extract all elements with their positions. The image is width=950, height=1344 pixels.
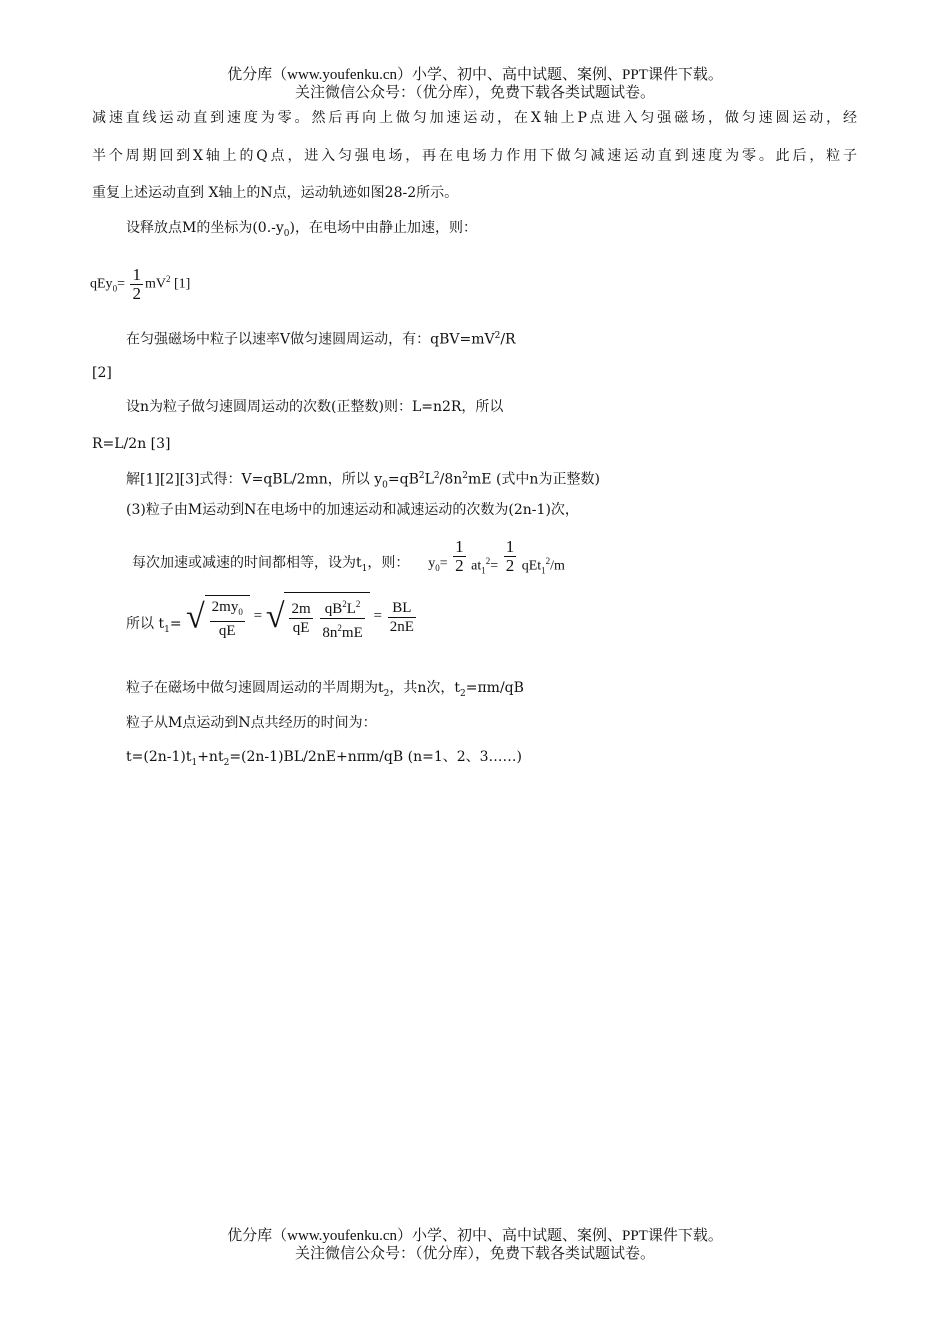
- eq1-lhs: qEy: [90, 276, 113, 292]
- p8-text-a: 所以 t: [126, 615, 165, 632]
- paragraph-4: 设n为粒子做匀速圆周运动的次数(正整数)则：L=n2R，所以: [126, 399, 504, 415]
- p7-eq2: =: [490, 558, 499, 574]
- p7-sup2: 2: [545, 556, 551, 566]
- paragraph-10: 粒子从M点运动到N点共经历的时间为：: [126, 715, 377, 731]
- p2-text-b: )，在电场中由静止加速，则：: [289, 220, 477, 236]
- p2-text-a: 设释放点M的坐标为(0.-y: [126, 220, 284, 236]
- p7-sub: 1: [361, 563, 368, 574]
- p9-text-a: 粒子在磁场中做匀速圆周运动的半周期为t: [126, 680, 384, 696]
- p5-sub: 0: [382, 480, 388, 491]
- p8-sub: 1: [164, 624, 170, 635]
- p9-sub2: 2: [460, 688, 466, 699]
- page-header: [0, 66, 950, 102]
- p9-text-c: =πm/qB: [465, 680, 524, 696]
- p3-text-a: 在匀强磁场中粒子以速率V做匀速圆周运动，有：qBV=mV: [126, 331, 495, 348]
- paragraph-1-line-3: 重复上述运动直到 X轴上的N点，运动轨迹如图28-2所示。: [92, 185, 459, 201]
- p7-half-fraction-2: [504, 538, 517, 575]
- p5-text-d: /8n: [439, 471, 463, 488]
- eq1-half-den: 2: [132, 284, 141, 303]
- p7-qEt: qEt: [521, 558, 542, 574]
- f4-den: 2nE: [389, 618, 414, 635]
- paragraph-8: [126, 592, 418, 642]
- equation-1: [90, 266, 190, 303]
- p7-half2-den: 2: [505, 556, 515, 576]
- eq-sign-1: =: [253, 608, 263, 625]
- p7-sub2: 0: [435, 562, 440, 573]
- p7-half1-num: 1: [455, 537, 464, 557]
- p7-at: at: [471, 558, 482, 574]
- p11-sub1: 1: [191, 757, 198, 768]
- p3-sup: 2: [494, 331, 501, 341]
- p5-text-c: L: [424, 471, 434, 488]
- f3-num-a: qB: [324, 601, 343, 617]
- p7-sub4: 1: [541, 565, 546, 576]
- f3-num-sup2: 2: [355, 599, 361, 609]
- f4-num: BL: [388, 599, 416, 618]
- footer-line-1: 优分库（www.youfenku.cn）小学、初中、高中试题、案例、PPT课件下载。: [227, 1228, 723, 1244]
- p11-sub2: 2: [223, 757, 230, 768]
- paragraph-9: [126, 678, 524, 704]
- eq-sign-2: =: [373, 608, 382, 625]
- p7-sub3: 1: [481, 565, 486, 576]
- p11-text-c: =(2n-1)BL/2nE+nπm/qB (n=1、2、3……): [229, 749, 523, 765]
- p7-sup: 2: [485, 556, 491, 566]
- paragraph-1-line-1: 减速直线运动直到速度为零。然后再向上做匀加速运动，在X轴上P点进入匀强磁场，做匀速圆运动，经: [92, 110, 857, 126]
- t1-expression: [186, 598, 418, 641]
- eq1-tag: [1]: [170, 276, 191, 292]
- f3-den-b: mE: [341, 625, 363, 641]
- frac-2m-qE: [289, 600, 312, 637]
- p5-sup1: 2: [418, 471, 425, 481]
- p11-text-b: +nt: [197, 749, 224, 765]
- p9-sub: 2: [383, 688, 390, 699]
- equation-3: R=L/2n [3]: [92, 436, 171, 452]
- paragraph-3: [126, 326, 516, 350]
- p7-text-b: ，则：: [367, 554, 410, 571]
- p7-half-fraction-1: [453, 538, 466, 575]
- equation-tag-2: [2]: [92, 365, 112, 381]
- p7-over-m: /m: [550, 558, 565, 574]
- f3-num-b: L: [346, 601, 356, 617]
- eq1-half-fraction: [130, 266, 143, 303]
- f3-den-sup: 2: [337, 623, 342, 633]
- eq1-sup: 2: [165, 274, 171, 285]
- header-line-2: 关注微信公众号：（优分库），免费下载各类试题试卷。: [294, 85, 655, 101]
- eq1-sub: 0: [112, 283, 118, 294]
- f3-num-sup1: 2: [342, 599, 347, 609]
- f1-num: 2my: [211, 598, 239, 615]
- eq1-half-num: 1: [132, 265, 141, 284]
- sqrt-2: √ $\frac{2m}{qE}$ $\frac{qB^2L^2}{8n^2mE}$: [266, 592, 370, 642]
- p5-text-e: mE (式中n为正整数): [468, 471, 600, 488]
- p5-sup2: 2: [433, 471, 440, 481]
- paragraph-6: (3)粒子由M运动到N在电场中的加速运动和减速运动的次数为(2n-1)次，: [126, 502, 579, 518]
- f1-den: qE: [218, 622, 236, 639]
- f1-num-sub: 0: [238, 606, 243, 617]
- sqrt-1: √ $\frac{2my_0}{qE}$: [186, 595, 250, 640]
- page-footer: [0, 1227, 950, 1263]
- frac-BL-2nE: [388, 599, 416, 636]
- p8-equals: =: [169, 615, 182, 632]
- p7-half2-num: 1: [505, 537, 515, 557]
- p2-sub: 0: [283, 228, 290, 239]
- paragraph-5: [126, 466, 600, 495]
- footer-line-2: 关注微信公众号：（优分库），免费下载各类试题试卷。: [294, 1246, 655, 1262]
- paragraph-11: [126, 747, 522, 773]
- p9-text-b: ，共n次，t: [389, 680, 461, 696]
- p7-half1-den: 2: [455, 556, 464, 576]
- p7-text-a: 每次加速或减速的时间都相等，设为t: [132, 554, 362, 571]
- f2-den: qE: [292, 620, 310, 636]
- p3-text-b: /R: [500, 331, 516, 348]
- p11-text-a: t=(2n-1)t: [126, 749, 192, 765]
- p5-text-a: 解[1][2][3]式得：V=qBL/2mn，所以 y: [126, 471, 383, 488]
- p5-sup3: 2: [462, 471, 469, 481]
- header-line-1: 优分库（www.youfenku.cn）小学、初中、高中试题、案例、PPT课件下载。: [227, 67, 723, 83]
- paragraph-2: [126, 218, 477, 244]
- frac-qB2L2-8n2mE: [320, 595, 364, 642]
- eq1-rhs: mV: [144, 276, 166, 292]
- eq1-equals: =: [117, 276, 125, 292]
- paragraph-1-line-2: 半个周期回到X轴上的Q点，进入匀强电场，再在电场力作用下做匀减速运动直到速度为零。此后，粒子: [92, 148, 857, 164]
- f3-den-a: 8n: [322, 625, 338, 641]
- frac-2my0-qE: [210, 598, 245, 640]
- p5-text-b: =qB: [387, 471, 419, 488]
- f2-num: 2m: [291, 601, 311, 617]
- paragraph-7: [132, 534, 565, 579]
- p7-y: y: [428, 555, 436, 571]
- p7-eq1: =: [439, 555, 448, 571]
